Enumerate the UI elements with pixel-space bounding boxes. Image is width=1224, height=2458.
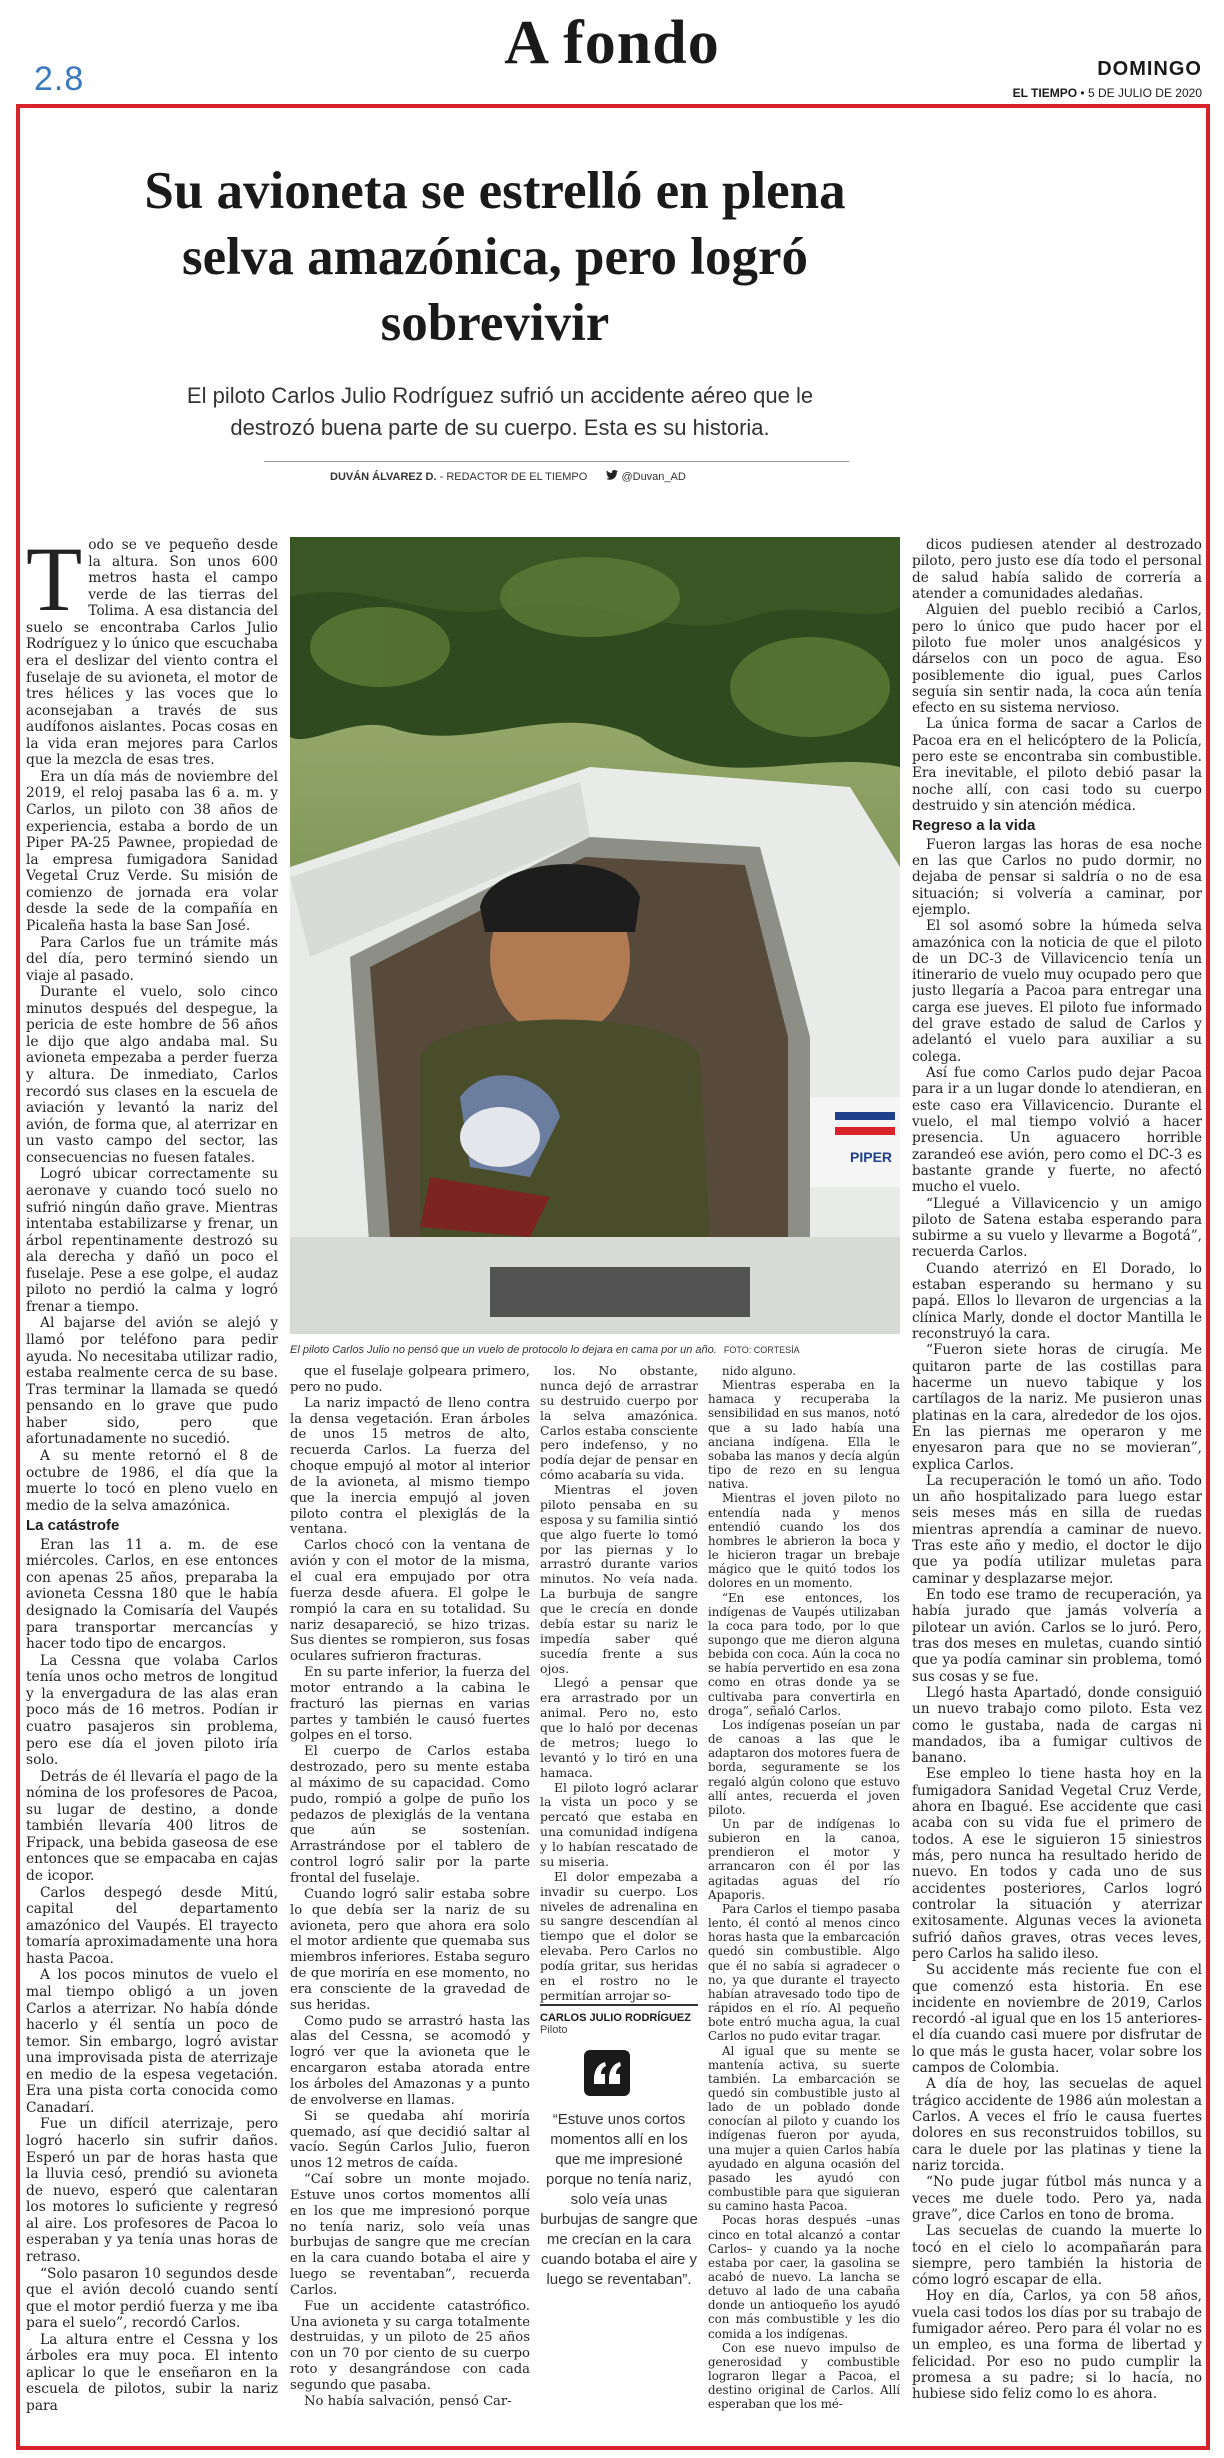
paragraph: La nariz impactó de lleno contra la densa vegetación. Eran árboles de unos 15 metros de alto, recuerda Carlos. La fuerza del choque empujó al motor al interior de la avioneta, al mismo tiempo que la inercia empujó al joven piloto contra el plexiglás de la ventana.	[290, 1395, 530, 1538]
paragraph: “Solo pasaron 10 segundos desde que el avión decoló cuando sentí que el motor perdió fuerza y me iba para el suelo”, recordó Carlos.	[26, 2265, 278, 2332]
paragraph: Los indígenas poseían un par de canoas a las que le adaptaron dos motores fuera de borda, seguramente se los regaló algún colono que estuvo allí antes, recuerda el joven piloto.	[708, 1717, 900, 1817]
pilot-photo	[290, 537, 900, 1334]
quote-icon	[584, 2050, 630, 2096]
paragraph: Mientras esperaba en la hamaca y recuperaba la sensibilidad en sus manos, notó que a su lado había una anciana indígena. Ella le sobaba las manos y decía algún tipo de rezo en su lengua nativa.	[708, 1378, 900, 1492]
column-5	[912, 537, 1202, 2427]
paragraph: Con ese nuevo impulso de generosidad y combustible lograron llegar a Pacoa, el destino original de Carlos. Allí esperaban que los mé-	[708, 2340, 900, 2412]
column-1	[26, 537, 278, 2427]
paragraph: El cuerpo de Carlos estaba destrozado, pero su mente estaba al máximo de su capacidad. Como pudo, rompió a golpe de puño los pedazos de plexiglás de la ventana que aún se sostenían. Arrastrándose por el tablero de control logró salir por la parte frontal del fuselaje.	[290, 1744, 530, 1886]
paragraph: Ese empleo lo tiene hasta hoy en la fumigadora Sanidad Vegetal Cruz Verde, ahora en Ibagué. Ese accidente que casi acaba con su vida fue el primero de todos. A ese le siguieron 15 siniestros más, pero nunca ha resultado herido de nuevo. En todos y cada uno de sus accidentes posteriores, Carlos logró controlar la situación y aterrizar exitosamente. Algunas veces la avioneta sufrió daños graves, otras veces leves, pero Carlos ha salido ileso.	[912, 1766, 1202, 1962]
paragraph: A los pocos minutos de vuelo el mal tiempo obligó a un joven Carlos a aterrizar. No había dónde hacerlo y él sentía un poco de temor. Sin embargo, logró avistar una improvisada pista de aterrizaje en medio de la espesa vegetación. Era una pista corta conocida como Canadarí.	[26, 1967, 278, 2116]
publication-name: EL TIEMPO	[1012, 86, 1078, 100]
plane-marking: PIPER	[850, 1149, 893, 1165]
lead-paragraph: odo se ve pequeño desde la altura. Son unos 600 metros hasta el campo verde de las tierras del Tolima. A esa distancia del suelo se encontraba Carlos Julio Rodríguez y lo único que escuchaba era el deslizar del viento contra el fuselaje de su avioneta, el motor de tres hélices y las voces que lo aconsejaban a través de sus audífonos aislantes. Pocas cosas en la vida eran mejores para Carlos que la mezcla de esas tres.	[26, 537, 278, 769]
paragraph: Logró ubicar correctamente su aeronave y cuando tocó suelo no sufrió ningún daño grave. Mientras intentaba estabilizarse y frenar, un árbol repentinamente destrozó su ala derecha y dañó un poco el fuselaje. Pese a ese golpe, el audaz piloto no perdió la calma y logró frenar a tiempo.	[26, 1166, 278, 1315]
column-2	[290, 1364, 530, 2424]
paragraph: Llegó hasta Apartadó, donde consiguió un nuevo trabajo como piloto. Esta vez como le gustaba, nada de cargas ni mandados, iba a fumigar cultivos de banano.	[912, 1684, 1202, 1767]
paragraph: Alguien del pueblo recibió a Carlos, pero lo único que pudo hacer por el piloto fue moler unos analgésicos y dárselos con un poco de agua. Eso posiblemente dio igual, pues Carlos seguía sin sentir nada, la coca aún tenía efecto en su sistema nervioso.	[912, 602, 1202, 717]
paragraph: La recuperación le tomó un año. Todo un año hospitalizado para luego estar seis meses más en silla de ruedas mientras aprendía a caminar de nuevo. Tras este año y medio, el doctor le dijo que ya podía utilizar muletas para caminar y desplazarse mejor.	[912, 1472, 1202, 1587]
publication-date: • 5 DE JULIO DE 2020	[1080, 86, 1202, 100]
day-label: DOMINGO	[1097, 58, 1202, 80]
paragraph: A día de hoy, las secuelas de aquel trágico accidente de 1986 aún molestan a Carlos. A veces el frío le causa fuertes dolores en sus reconstruidos tobillos, su cara le duele por las platinas y tiene la nariz torcida.	[912, 2076, 1202, 2174]
quote-divider	[540, 2004, 698, 2006]
paragraph: Hoy en día, Carlos, ya con 58 años, vuela casi todos los días por su trabajo de fumigador aéreo. Pero para él volar no es un empleo, es una forma de libertad y felicidad. Por eso no pudo cumplir la promesa a su padre; si lo hacía, no hubiese sido feliz como lo es ahora.	[912, 2288, 1202, 2403]
byline	[330, 470, 760, 483]
paragraph: “Llegué a Villavicencio y un amigo piloto de Satena estaba esperando para subirme a su vuelo y llevarme a Bogotá”, recuerda Carlos.	[912, 1195, 1202, 1261]
paragraph: Las secuelas de cuando la muerte lo tocó en el cielo lo acompañarán para siempre, pero también la historia de cómo logró escapar de ella.	[912, 2223, 1202, 2289]
subhead-catastrofe: La catástrofe	[26, 1517, 120, 1535]
drop-cap: T	[26, 537, 83, 630]
paragraph: Para Carlos fue un trámite más del día, pero terminó siendo un viaje al pasado.	[26, 934, 278, 984]
paragraph: A su mente retornó el 8 de octubre de 1986, el día que la muerte lo tocó en pleno vuelo en medio de la selva amazónica.	[26, 1447, 278, 1514]
paragraph: Detrás de él llevaría el pago de la nómina de los profesores de Pacoa, su lugar de destino, a donde también llevaría 400 litros de Fripack, una bebida gaseosa de ese entonces que se empacaba en cajas de icopor.	[26, 1768, 278, 1884]
paragraph: Eran las 11 a. m. de ese miércoles. Carlos, en ese entonces con apenas 25 años, preparaba la avioneta Cessna 180 que le había designado la Comisaría del Vaupés para transportar mercancías y hacer todo tipo de encargos.	[26, 1536, 278, 1653]
paragraph: Pocas horas después –unas cinco en total alcanzó a contar Carlos– y cuando ya la noche estaba por caer, la gasolina se acabó de nuevo. La lancha se detuvo al lado de una cabaña donde un antioqueño los ayudó con más combustible y les dio comida a los indígenas.	[708, 2213, 900, 2341]
paragraph: En todo ese tramo de recuperación, ya había jurado que jamás volvería a pilotear un avión. Carlos se lo juró. Pero, tras dos meses en muletas, cuando sintió que ya podía caminar sin problema, tomó sus cosas y se fue.	[912, 1587, 1202, 1685]
paragraph: El dolor empezaba a invadir su cuerpo. Los niveles de adrenalina en su sangre descendían al tiempo que el dolor se elevaba. Pero Carlos no podía gritar, sus heridas en el rostro no le permitían arrojar so-	[540, 1868, 698, 2003]
paragraph: Fue un accidente catastrófico. Una avioneta y su carga totalmente destruidas, y un piloto de 25 años con un 70 por ciento de su cuerpo roto y desangrándose con cada segundo que pasaba.	[290, 2298, 530, 2393]
paragraph: Como pudo se arrastró hasta las alas del Cessna, se acomodó y logró ver que la avioneta que le encargaron estaba atorada entre los árboles del Amazonas y a punto de envolverse en llamas.	[290, 2013, 530, 2108]
paragraph: Al igual que su mente se mantenía activa, su suerte también. La embarcación se quedó sin combustible justo al lado de un poblado donde conocían al piloto y cuando los indígenas fueron por ayuda, una mujer a quien Carlos había ayudado en alguna ocasión del pasado les ayudó con combustible para que siguieran su camino hasta Pacoa.	[708, 2043, 900, 2214]
pull-quote	[540, 2004, 698, 2420]
paragraph: “En ese entonces, los indígenas de Vaupés utilizaban la coca para todo, por lo que supongo que me dieron alguna bebida con coca. Aún la coca no se había pervertido en esa zona como en otras donde ya se cultivaba para convertirla en droga”, señaló Carlos.	[708, 1590, 900, 1718]
paragraph: Carlos chocó con la ventana de avión y con el motor de la misma, el cual era empujado por otra fuerza desde afuera. El golpe le rompió la cara en su totalidad. Su nariz desapareció, se hizo trizas. Sus dientes se rompieron, sus fosas oculares sufrieron fracturas.	[290, 1538, 530, 1665]
paragraph: “Fueron siete horas de cirugía. Me quitaron parte de las costillas para hacerme un nuevo tabique y los cartílagos de la nariz. Me pusieron unas platinas en la cara, alrededor de los ojos. En las piernas me operaron y me enyesaron para que no se movieran”, explica Carlos.	[912, 1342, 1202, 1473]
byline-divider	[264, 461, 849, 462]
deck: El piloto Carlos Julio Rodríguez sufrió un accidente aéreo que le destrozó buena parte de su cuerpo. Esta es su historia.	[186, 383, 814, 440]
paragraph: La única forma de sacar a Carlos de Pacoa era en el helicóptero de la Policía, pero este se encontraba sin combustible. Era inevitable, el piloto debió pasar la noche allí, con casi todo su cuerpo destruido y sin atención médica.	[912, 716, 1202, 814]
photo-credit: FOTO: CORTESÍA	[723, 1345, 800, 1355]
paragraph: Su accidente más reciente fue con el que comenzó esta historia. En ese incidente en noviembre de 2019, Carlos recordó -al igual que en los 15 anteriores- el día cuando casi muere por disfrutar de lo que más le gusta hacer, volar sobre los campos de Colombia.	[912, 1962, 1202, 2077]
paragraph: Mientras el joven piloto pensaba en su esposa y su familia sintió que algo fuerte lo tomó por las piernas y lo arrastró durante varios minutos. No veía nada. La burbuja de sangre que le crecía en donde debía estar su nariz le impedía saber qué sucedía frente a sus ojos.	[540, 1482, 698, 1676]
quote-speaker-role: Piloto	[540, 2024, 568, 2036]
paragraph: Fue un difícil aterrizaje, pero logró hacerlo sin sufrir daños. Esperó un par de horas hasta que la lluvia cesó, prendió su avioneta de nuevo, esperó que calentaran los motores lo suficiente y regresó al aire. Los profesores de Pacoa lo esperaban y ya tenía unas horas de retraso.	[26, 2116, 278, 2265]
headline: Su avioneta se estrelló en plena selva amazónica, pero logró sobrevivir	[144, 162, 846, 352]
paragraph: El piloto logró aclarar la vista un poco y se percató que estaba en una comunidad indígena y lo habían rescatado de su miseria.	[540, 1779, 698, 1869]
paragraph: Llegó a pensar que era arrastrado por un animal. Pero no, esto que lo haló por decenas de metros; luego lo levantó y lo tiró en una hamaca.	[540, 1675, 698, 1780]
caption-text: El piloto Carlos Julio no pensó que un vuelo de protocolo lo dejara en cama por un año.	[290, 1344, 717, 1356]
paragraph: nido alguno.	[722, 1364, 796, 1378]
paragraph: Cuando aterrizó en El Dorado, lo estaban esperando su hermano y su papá. Ellos lo llevaron de urgencias a la clínica Marly, donde el doctor Mantilla le reconstruyó la cara.	[912, 1260, 1202, 1342]
paragraph: Durante el vuelo, solo cinco minutos después del despegue, la pericia de este hombre de 56 años le dijo que algo andaba mal. Su avioneta empezaba a perder fuerza y altura. De inmediato, Carlos recordó sus clases en la escuela de aviación y levantó la nariz del avión, de forma que, al aterrizar en un vasto campo del sector, las consecuencias no fuesen fatales.	[26, 984, 278, 1166]
paragraph: Para Carlos el tiempo pasaba lento, él contó al menos cinco horas hasta que la embarcación quedó sin combustible. Algo que él no sabía si agradecer o no, ya que durante el trayecto habían atravesado todo tipo de rápidos en el río. Al pequeño bote entró mucha agua, la cual Carlos no pudo evitar tragar.	[708, 1901, 900, 2044]
paragraph: Mientras el joven piloto no entendía nada y menos entendió cuando los dos hombres le abrieron la boca y le hicieron tragar un brebaje mágico que le quitó todos los dolores en un momento.	[708, 1491, 900, 1591]
quote-text: “Estuve unos cortos momentos allí en los que me impresioné porque no tenía nariz, solo veía unas burbujas de sangre que me crecían en la cara cuando botaba el aire y luego se reventaban”.	[540, 2111, 698, 2288]
paragraph: Así fue como Carlos pudo dejar Pacoa para ir a un lugar donde lo atendieran, en este caso era Villavicencio. Durante el vuelo, el mal tiempo volvió a hacer presencia. Un aguacero horrible zarandeó ese avión, pero como el DC-3 es bastante grande y fuerte, no afectó mucho el vuelo.	[912, 1065, 1202, 1196]
paragraph: “No pude jugar fútbol más nunca y a veces me duele todo. Pero ya, nada grave”, dice Carlos en tono de broma.	[912, 2174, 1202, 2223]
paragraph: En su parte inferior, la fuerza del motor entrando a la cabina le fracturó las piernas en varias partes y también le causó fuertes golpes en el torso.	[290, 1665, 530, 1744]
paragraph: No había salvación, pensó Car-	[304, 2393, 512, 2409]
twitter-icon	[606, 471, 621, 483]
section-title: A fondo	[504, 9, 720, 77]
masthead	[0, 0, 1224, 100]
subhead-regreso: Regreso a la vida	[912, 817, 1036, 835]
paragraph: Carlos despegó desde Mitú, capital del departamento amazónico del Vaupés. El trayecto tomaría aproximadamente una hora hasta Pacoa.	[26, 1884, 278, 1967]
paragraph: El sol asomó sobre la húmeda selva amazónica con la noticia de que el piloto de un DC-3 de Villavicencio tenía un itinerario de vuelo muy ocupado pero que justo llegaría a Pacoa para entregar una carga ese jueves. El piloto fue informado del grave estado de salud de Carlos y adelantó el vuelo para auxiliar a su colega.	[912, 918, 1202, 1065]
paragraph: Al bajarse del avión se alejó y llamó por teléfono para pedir ayuda. No necesitaba utilizar radio, estaba realmente cerca de su base. Tras terminar la llamada se quedó pensando en lo grave que pudo haber sido, pero que afortunadamente no sucedió.	[26, 1315, 278, 1448]
paragraph: “Caí sobre un monte mojado. Estuve unos cortos momentos allí en los que me impresionó porque no tenía nariz, solo veía unas burbujas de sangre que me crecían en la cara cuando botaba el aire y luego se reventaban”, recuerda Carlos.	[290, 2172, 530, 2298]
paragraph: Era un día más de noviembre del 2019, el reloj pasaba las 6 a. m. y Carlos, un piloto con 38 años de experiencia, estaba a bordo de un Piper PA-25 Pawnee, propiedad de la empresa fumigadora Sanidad Vegetal Cruz Verde. Su misión de comienzo de jornada era volar desde la sede de la compañía en Picaleña hasta la base San José.	[26, 768, 278, 934]
paragraph: Cuando logró salir estaba sobre lo que debía ser la nariz de su avioneta, pero que ahora era solo el motor ardiente que quemaba sus miembros inferiores. Estaba seguro de que moriría en ese momento, no era consciente de la gravedad de sus heridas.	[290, 1886, 530, 2013]
paragraph: los. No obstante, nunca dejó de arrastrar su destruido cuerpo por la selva amazónica. Carlos estaba consciente pero indefenso, y no podía dejar de pensar en cómo acabaría su vida.	[540, 1364, 698, 1483]
dateline	[1013, 86, 1202, 100]
column-4	[708, 1364, 900, 2424]
paragraph: dicos pudiesen atender al destrozado piloto, pero justo ese día todo el personal de salud había salido de correría a atender a comunidades aledañas.	[912, 537, 1202, 602]
quote-speaker-name: CARLOS JULIO RODRÍGUEZ	[540, 2012, 691, 2024]
paragraph: Fueron largas las horas de esa noche en las que Carlos no pudo dormir, no dejaba de pensar si saldría o no de esa situación; si volvería a caminar, por ejemplo.	[912, 836, 1202, 918]
paragraph: La Cessna que volaba Carlos tenía unos ocho metros de longitud y la envergadura de las alas eran poco más de 16 metros. Podían ir cuatro pasajeros sin problema, pero ese día el joven piloto iría solo.	[26, 1652, 278, 1769]
paragraph: Un par de indígenas lo subieron en la canoa, prendieron el motor y arrancaron con él por las agitadas aguas del río Apaporis.	[708, 1817, 900, 1902]
page-number: 2.8	[34, 60, 85, 98]
twitter-handle: @Duvan_AD	[621, 471, 686, 483]
column-3	[540, 1364, 698, 2004]
author-role: - REDACTOR DE EL TIEMPO	[439, 471, 588, 483]
paragraph: La altura entre el Cessna y los árboles era muy poca. El intento aplicar lo que le enseñaron en la escuela de pilotos, subir la nariz para	[26, 2331, 278, 2414]
paragraph: Si se quedaba ahí moriría quemado, así que decidió saltar al vacío. Según Carlos Julio, fueron unos 12 metros de caída.	[290, 2108, 530, 2172]
photo-caption	[290, 1344, 900, 1356]
paragraph: que el fuselaje golpeara primero, pero no pudo.	[290, 1364, 530, 1395]
author-name: DUVÁN ÁLVAREZ D.	[330, 471, 437, 483]
